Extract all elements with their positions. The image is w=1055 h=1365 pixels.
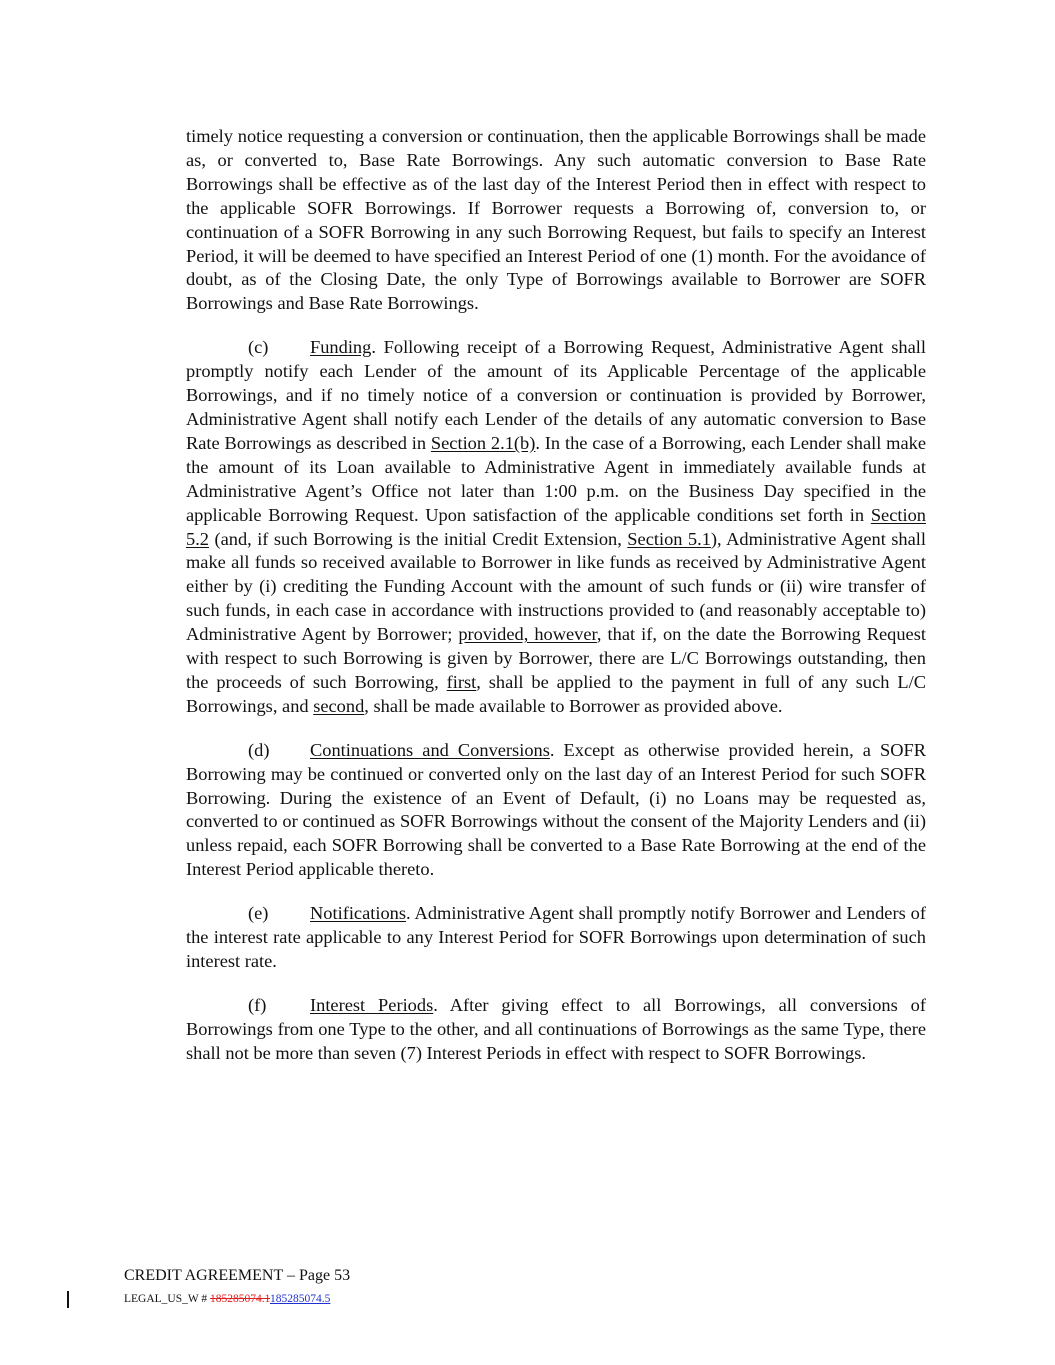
revision-change-bar — [67, 1291, 69, 1308]
paragraph-label: (d) — [248, 739, 270, 760]
section-heading-funding: Funding — [310, 337, 372, 358]
cross-reference-link[interactable]: Section 2.1(b) — [430, 432, 536, 453]
inserted-doc-id: 185285074.5 — [269, 1293, 331, 1305]
footer-page-title: CREDIT AGREEMENT – Page 53 — [124, 1267, 351, 1284]
paragraph-f-interest-periods — [186, 994, 926, 1066]
defined-term-first: first — [446, 671, 477, 692]
document-body — [186, 125, 926, 1086]
paragraph-text: timely notice requesting a conversion or continuation, then the applicable Borrowings shall be made as, or converted to, Base Rate Borrowings. Any such automatic conversion to Base Rate Borrowings shall be effective as of the last day of the Interest Period then in effect with respect to the applicable SOFR Borrowings. If Borrower requests a Borrowing of, conversion to, or continuation of a SOFR Borrowing in any such Borrowing Request, but fails to specify an Interest Period, it will be deemed to have specified an Interest Period of one (1) month. For the avoidance of doubt, as of the Closing Date, the only Type of Borrowings available to Borrower are SOFR Borrowings and Base Rate Borrowings. — [186, 126, 926, 314]
paragraph-text: . Except as otherwise provided herein, a SOFR Borrowing may be continued or converted only on the last day of an Interest Period for such SOFR Borrowing. During the existence of an Event of Default, (i) no Loans may be requested as, converted to or continued as SOFR Borrowings without the consent of the Majority Lenders and (ii) unless repaid, each SOFR Borrowing shall be converted to a Base Rate Borrowing at the end of the Interest Period applicable thereto. — [186, 739, 926, 880]
defined-term-provided-however: provided, however — [458, 624, 597, 645]
paragraph-d-continuations — [186, 739, 926, 882]
deleted-doc-id: 185285074.1 — [210, 1293, 270, 1305]
paragraph-text: . In the case of a Borrowing, each Lender shall make the amount of its Loan available to Administrative Agent in immediately available funds at Administrative Agent’s Office not later than 1:00 p.m. on the Business Day specified in the applicable Borrowing Request. Upon satisfaction of the applicable conditions set forth in — [186, 432, 926, 525]
paragraph-text: . Administrative Agent shall promptly notify Borrower and Lenders of the interest rate applicable to any Interest Period for SOFR Borrowings upon determination of such interest rate. — [186, 903, 926, 971]
doc-id-prefix: LEGAL_US_W # — [124, 1293, 211, 1305]
page-footer — [124, 1265, 350, 1308]
paragraph-text: . Following receipt of a Borrowing Request, Administrative Agent shall promptly notify each Lender of the amount of its Applicable Percentage of the applicable Borrowings, and if no timely notice of a conversion or continuation is provided by Borrower, Administrative Agent shall notify each Lender of the details of any automatic conversion to Base Rate Borrowings as described in — [186, 337, 926, 453]
defined-term-second: second — [313, 695, 365, 716]
paragraph-e-notifications — [186, 902, 926, 974]
paragraph-text: . After giving effect to all Borrowings, all conversions of Borrowings from one Type to the other, and all continuations of Borrowings as the same Type, there shall not be more than seven (7) Interest Periods in effect with respect to SOFR Borrowings. — [186, 994, 926, 1063]
paragraph-c-funding — [186, 336, 926, 719]
cross-reference-link[interactable]: Section 5.1 — [627, 528, 711, 549]
paragraph-text: , shall be applied to the payment in full of any such L/C Borrowings, and — [186, 671, 926, 716]
paragraph-text: , that if, on the date the Borrowing Request with respect to such Borrowing is given by Borrower, there are L/C Borrowings outstanding, then the proceeds of such Borrowing, — [186, 624, 926, 692]
section-heading-interest-periods: Interest Periods — [310, 994, 434, 1015]
paragraph-label: (c) — [248, 337, 269, 358]
paragraph-text: ), Administrative Agent shall make all funds so received available to Borrower in like funds as received by Administrative Agent either by (i) crediting the Funding Account with the amount of such funds or (ii) wire transfer of such funds, in each case in accordance with instructions provided to (and reasonably acceptable to) Administrative Agent by Borrower; — [186, 528, 927, 645]
paragraph-label: (e) — [248, 903, 269, 924]
paragraph-text: (and, if such Borrowing is the initial Credit Extension, — [209, 528, 628, 549]
footer-document-id — [124, 1290, 350, 1308]
section-heading-continuations: Continuations and Conversions — [310, 739, 550, 760]
paragraph-text: , shall be made available to Borrower as provided above. — [364, 695, 783, 716]
cross-reference-link[interactable]: Section 5.2 — [186, 504, 926, 549]
paragraph-label: (f) — [248, 994, 267, 1015]
section-heading-notifications: Notifications — [310, 903, 407, 924]
paragraph-continuation — [186, 125, 926, 316]
